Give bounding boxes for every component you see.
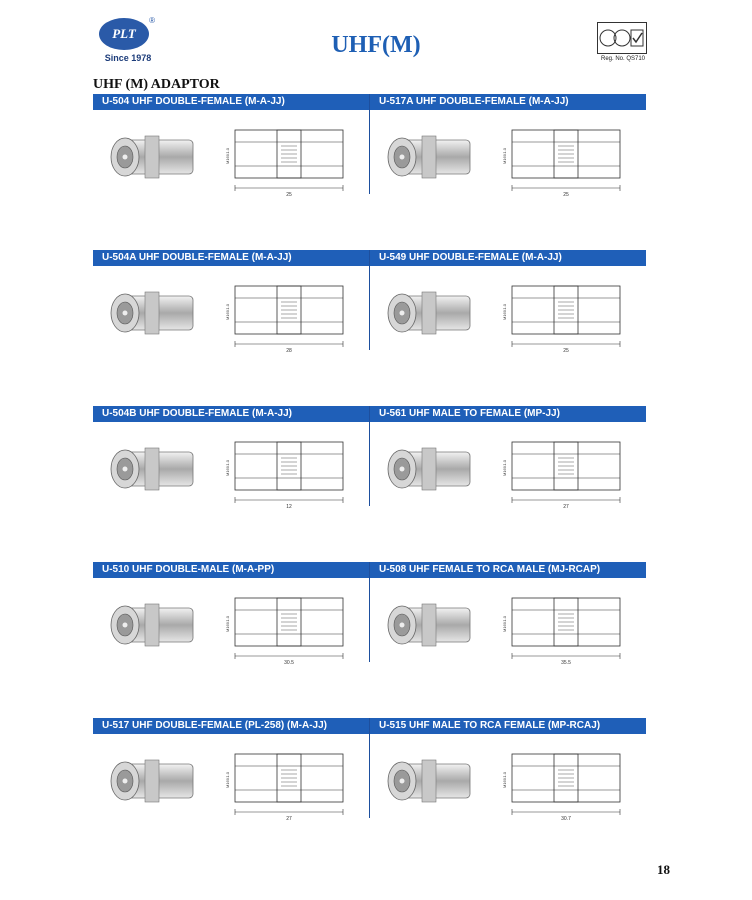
technical-drawing bbox=[498, 586, 638, 666]
length-dimension: 27 bbox=[286, 816, 292, 822]
product-row bbox=[93, 406, 646, 510]
product-row bbox=[93, 718, 646, 822]
connector-photo bbox=[101, 436, 209, 506]
thread-dimension: M16X1.0 bbox=[225, 147, 230, 165]
connector-photo bbox=[378, 748, 486, 818]
technical-drawing bbox=[221, 742, 361, 822]
length-dimension: 30.5 bbox=[284, 660, 294, 666]
connector-photo bbox=[101, 124, 209, 194]
product-card bbox=[93, 94, 369, 198]
product-card bbox=[93, 406, 369, 510]
connector-photo bbox=[101, 592, 209, 662]
product-card bbox=[93, 718, 369, 822]
certification-badge bbox=[597, 22, 649, 62]
product-card bbox=[93, 562, 369, 666]
product-body bbox=[370, 266, 646, 354]
product-name: U-517A UHF DOUBLE-FEMALE (M-A-JJ) bbox=[370, 94, 646, 110]
product-name: U-504 UHF DOUBLE-FEMALE (M-A-JJ) bbox=[93, 94, 369, 110]
product-name: U-561 UHF MALE TO FEMALE (MP-JJ) bbox=[370, 406, 646, 422]
since-label: Since 1978 bbox=[104, 53, 152, 63]
product-body bbox=[93, 578, 369, 666]
registered-mark: ® bbox=[149, 16, 155, 25]
product-card bbox=[370, 718, 646, 822]
page-title: UHF(M) bbox=[331, 32, 421, 58]
technical-drawing bbox=[221, 430, 361, 510]
length-dimension: 28 bbox=[286, 348, 292, 354]
length-dimension: 25 bbox=[563, 348, 569, 354]
thread-dimension: M16X1.0 bbox=[502, 615, 507, 633]
product-body bbox=[93, 266, 369, 354]
logo-text: PLT bbox=[112, 26, 136, 41]
section-title: UHF (M) ADAPTOR bbox=[93, 77, 220, 92]
product-body bbox=[93, 734, 369, 822]
thread-dimension: M16X1.0 bbox=[502, 771, 507, 789]
length-dimension: 12 bbox=[286, 504, 292, 510]
product-name: U-504A UHF DOUBLE-FEMALE (M-A-JJ) bbox=[93, 250, 369, 266]
product-body bbox=[370, 578, 646, 666]
product-name: U-510 UHF DOUBLE-MALE (M-A-PP) bbox=[93, 562, 369, 578]
thread-dimension: M16X1.0 bbox=[502, 147, 507, 165]
product-card bbox=[370, 406, 646, 510]
product-row bbox=[93, 562, 646, 666]
connector-photo bbox=[101, 280, 209, 350]
product-name: U-549 UHF DOUBLE-FEMALE (M-A-JJ) bbox=[370, 250, 646, 266]
product-name: U-517 UHF DOUBLE-FEMALE (PL-258) (M-A-JJ) bbox=[93, 718, 369, 734]
product-body bbox=[370, 734, 646, 822]
length-dimension: 25 bbox=[286, 192, 292, 198]
product-name: U-515 UHF MALE TO RCA FEMALE (MP-RCAJ) bbox=[370, 718, 646, 734]
technical-drawing bbox=[498, 430, 638, 510]
length-dimension: 27 bbox=[563, 504, 569, 510]
product-card bbox=[93, 250, 369, 354]
product-body bbox=[370, 422, 646, 510]
technical-drawing bbox=[221, 274, 361, 354]
technical-drawing bbox=[221, 118, 361, 198]
thread-dimension: M16X1.0 bbox=[225, 771, 230, 789]
technical-drawing bbox=[221, 586, 361, 666]
product-body bbox=[370, 110, 646, 198]
length-dimension: 35.5 bbox=[561, 660, 571, 666]
product-card bbox=[370, 94, 646, 198]
thread-dimension: M16X1.0 bbox=[225, 459, 230, 477]
product-name: U-504B UHF DOUBLE-FEMALE (M-A-JJ) bbox=[93, 406, 369, 422]
length-dimension: 25 bbox=[563, 192, 569, 198]
connector-photo bbox=[378, 436, 486, 506]
connector-photo bbox=[378, 124, 486, 194]
cert-reg-number: Reg. No. QS710 bbox=[600, 56, 646, 62]
product-row bbox=[93, 250, 646, 354]
length-dimension: 30.7 bbox=[561, 816, 571, 822]
page-number: 18 bbox=[657, 862, 670, 877]
connector-photo bbox=[378, 592, 486, 662]
product-card bbox=[370, 562, 646, 666]
thread-dimension: M16X1.0 bbox=[225, 303, 230, 321]
thread-dimension: M16X1.0 bbox=[225, 615, 230, 633]
product-row bbox=[93, 94, 646, 198]
cert-seal-icon bbox=[597, 22, 647, 54]
thread-dimension: M16X1.0 bbox=[502, 303, 507, 321]
product-card bbox=[370, 250, 646, 354]
product-body bbox=[93, 110, 369, 198]
product-body bbox=[93, 422, 369, 510]
technical-drawing bbox=[498, 742, 638, 822]
product-name: U-508 UHF FEMALE TO RCA MALE (MJ-RCAP) bbox=[370, 562, 646, 578]
connector-photo bbox=[101, 748, 209, 818]
technical-drawing bbox=[498, 118, 638, 198]
technical-drawing bbox=[498, 274, 638, 354]
connector-photo bbox=[378, 280, 486, 350]
thread-dimension: M16X1.0 bbox=[502, 459, 507, 477]
